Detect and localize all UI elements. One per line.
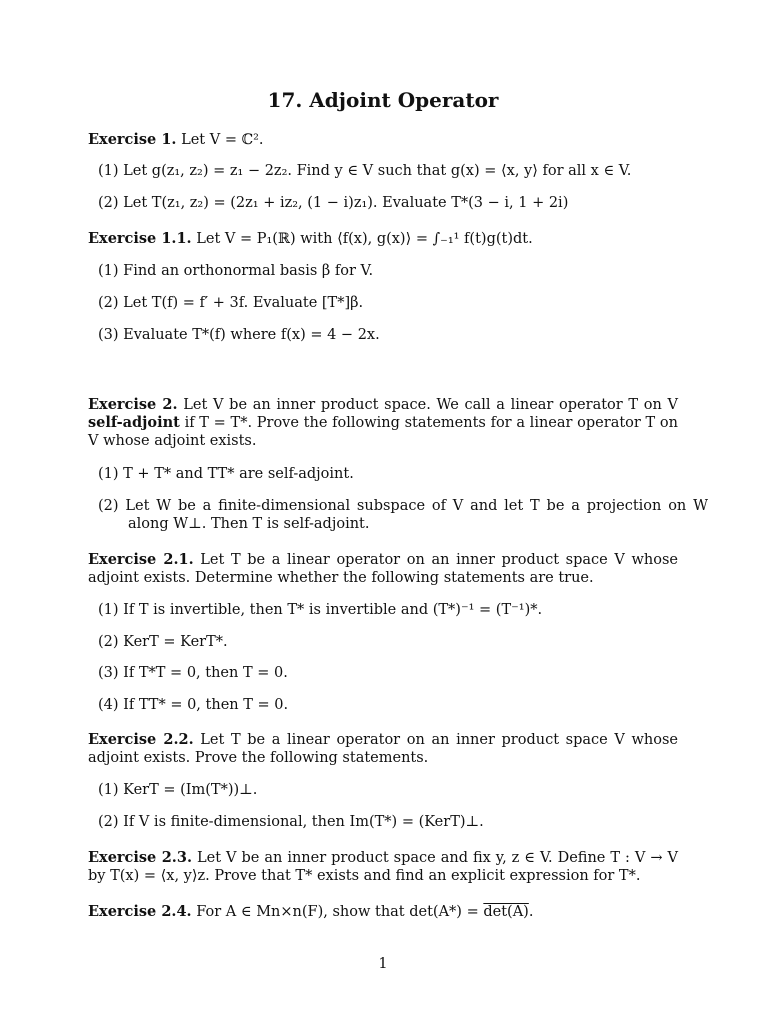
exercise-2-2-item-1: (1) KerT = (Im(T*))⊥. <box>98 782 258 798</box>
exercise-label: Exercise 2.3. <box>88 849 192 866</box>
exercise-text: Let V = ℂ². <box>181 132 264 148</box>
exercise-2-1 <box>88 551 678 587</box>
exercise-1-1-item-1: (1) Find an orthonormal basis β for V. <box>98 263 374 279</box>
exercise-1-1-item-2: (2) Let T(f) = f′ + 3f. Evaluate [T*]β. <box>98 295 364 311</box>
exercise-text-cont: if T = T*. Prove the following statements for a linear operator T on V whose adjoint exists. <box>88 415 678 449</box>
exercise-2-1-item-3: (3) If T*T = 0, then T = 0. <box>98 665 288 681</box>
exercise-text: Let T be a linear operator on an inner product space V whose adjoint exists. Determine whether the following statements are true. <box>88 552 678 586</box>
exercise-term: self-adjoint <box>88 414 180 431</box>
exercise-2-item-1: (1) T + T* and TT* are self-adjoint. <box>98 466 354 482</box>
page-number: 1 <box>378 956 388 972</box>
exercise-2-1-item-4: (4) If TT* = 0, then T = 0. <box>98 697 289 713</box>
conjugate-det: det(A) <box>483 904 529 920</box>
exercise-text: Let T be a linear operator on an inner product space V whose adjoint exists. Prove the following statements. <box>88 732 678 766</box>
exercise-label: Exercise 2.2. <box>88 731 194 748</box>
exercise-2-4 <box>88 903 678 921</box>
exercise-text-end: . <box>528 904 534 920</box>
exercise-label: Exercise 2.4. <box>88 903 192 920</box>
exercise-text: For A ∈ Mn×n(F), show that det(A*) = <box>196 904 479 920</box>
exercise-2-1-item-1: (1) If T is invertible, then T* is invertible and (T*)⁻¹ = (T⁻¹)*. <box>98 602 543 618</box>
exercise-text: Let V be an inner product space. We call a linear operator T on V <box>183 397 678 413</box>
exercise-1-1 <box>88 230 678 248</box>
exercise-2-3 <box>88 849 678 885</box>
exercise-label: Exercise 1.1. <box>88 230 192 247</box>
exercise-2-2 <box>88 731 678 767</box>
page-title: 17. Adjoint Operator <box>267 88 499 112</box>
exercise-1-item-2: (2) Let T(z₁, z₂) = (2z₁ + iz₂, (1 − i)z₁). Evaluate T*(3 − i, 1 + 2i) <box>98 195 569 211</box>
exercise-text: Let V = P₁(ℝ) with ⟨f(x), g(x)⟩ = ∫₋₁¹ f(t)g(t)dt. <box>196 231 533 247</box>
exercise-1-item-1: (1) Let g(z₁, z₂) = z₁ − 2z₂. Find y ∈ V such that g(x) = ⟨x, y⟩ for all x ∈ V. <box>98 163 632 179</box>
exercise-1 <box>88 131 678 149</box>
exercise-2 <box>88 396 678 450</box>
exercise-text: Let V be an inner product space and fix y, z ∈ V. Define T : V → V by T(x) = ⟨x, y⟩z. Prove that T* exists and find an explicit expression for T*. <box>88 850 678 884</box>
exercise-1-1-item-3: (3) Evaluate T*(f) where f(x) = 4 − 2x. <box>98 327 380 343</box>
exercise-2-2-item-2: (2) If V is finite-dimensional, then Im(T*) = (KerT)⊥. <box>98 814 484 830</box>
exercise-label: Exercise 1. <box>88 131 177 148</box>
exercise-label: Exercise 2. <box>88 396 178 413</box>
exercise-label: Exercise 2.1. <box>88 551 194 568</box>
exercise-2-item-2: (2) Let W be a finite-dimensional subspace of V and let T be a projection on W along W⊥. Then T is self-adjoint. <box>98 498 708 532</box>
exercise-2-1-item-2: (2) KerT = KerT*. <box>98 634 228 650</box>
